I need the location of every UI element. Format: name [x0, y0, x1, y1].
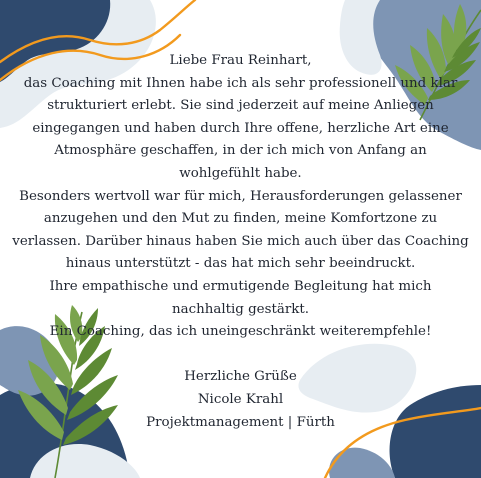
body-line: hinaus unterstützt - das hat mich sehr beeindruckt.	[65, 256, 416, 272]
body-line: wohlgefühlt habe.	[179, 165, 302, 181]
body-line: nachhaltig gestärkt.	[172, 301, 309, 317]
body-line: Atmosphäre geschaffen, in der ich mich von Anfang an	[54, 143, 427, 159]
greeting: Liebe Frau Reinhart,	[169, 53, 312, 68]
body-line: anzugehen und den Mut zu finden, meine Komfortzone zu	[43, 211, 438, 227]
body-line: Ihre empathische und ermutigende Begleitung hat mich	[49, 278, 432, 294]
body-line: das Coaching mit Ihnen habe ich als sehr professionell und klar	[23, 75, 458, 91]
signature-role: Projektmanagement | Fürth	[146, 414, 335, 430]
signature-name: Nicole Krahl	[197, 391, 284, 407]
closing: Herzliche Grüße	[184, 369, 297, 385]
spacer	[0, 344, 481, 367]
body-line: Ein Coaching, das ich uneingeschränkt weiterempfehle!	[49, 324, 432, 340]
body-line: Besonders wertvoll war für mich, Herausforderungen gelassener	[19, 188, 462, 204]
body-line: eingegangen und haben durch Ihre offene, herzliche Art eine	[32, 120, 449, 136]
testimonial-letter	[0, 50, 481, 434]
body-line: verlassen. Darüber hinaus haben Sie mich auch über das Coaching	[12, 233, 469, 249]
bottom-right-slate-blob	[329, 448, 395, 478]
body-line: strukturiert erlebt. Sie sind jederzeit auf meine Anliegen	[47, 98, 434, 114]
